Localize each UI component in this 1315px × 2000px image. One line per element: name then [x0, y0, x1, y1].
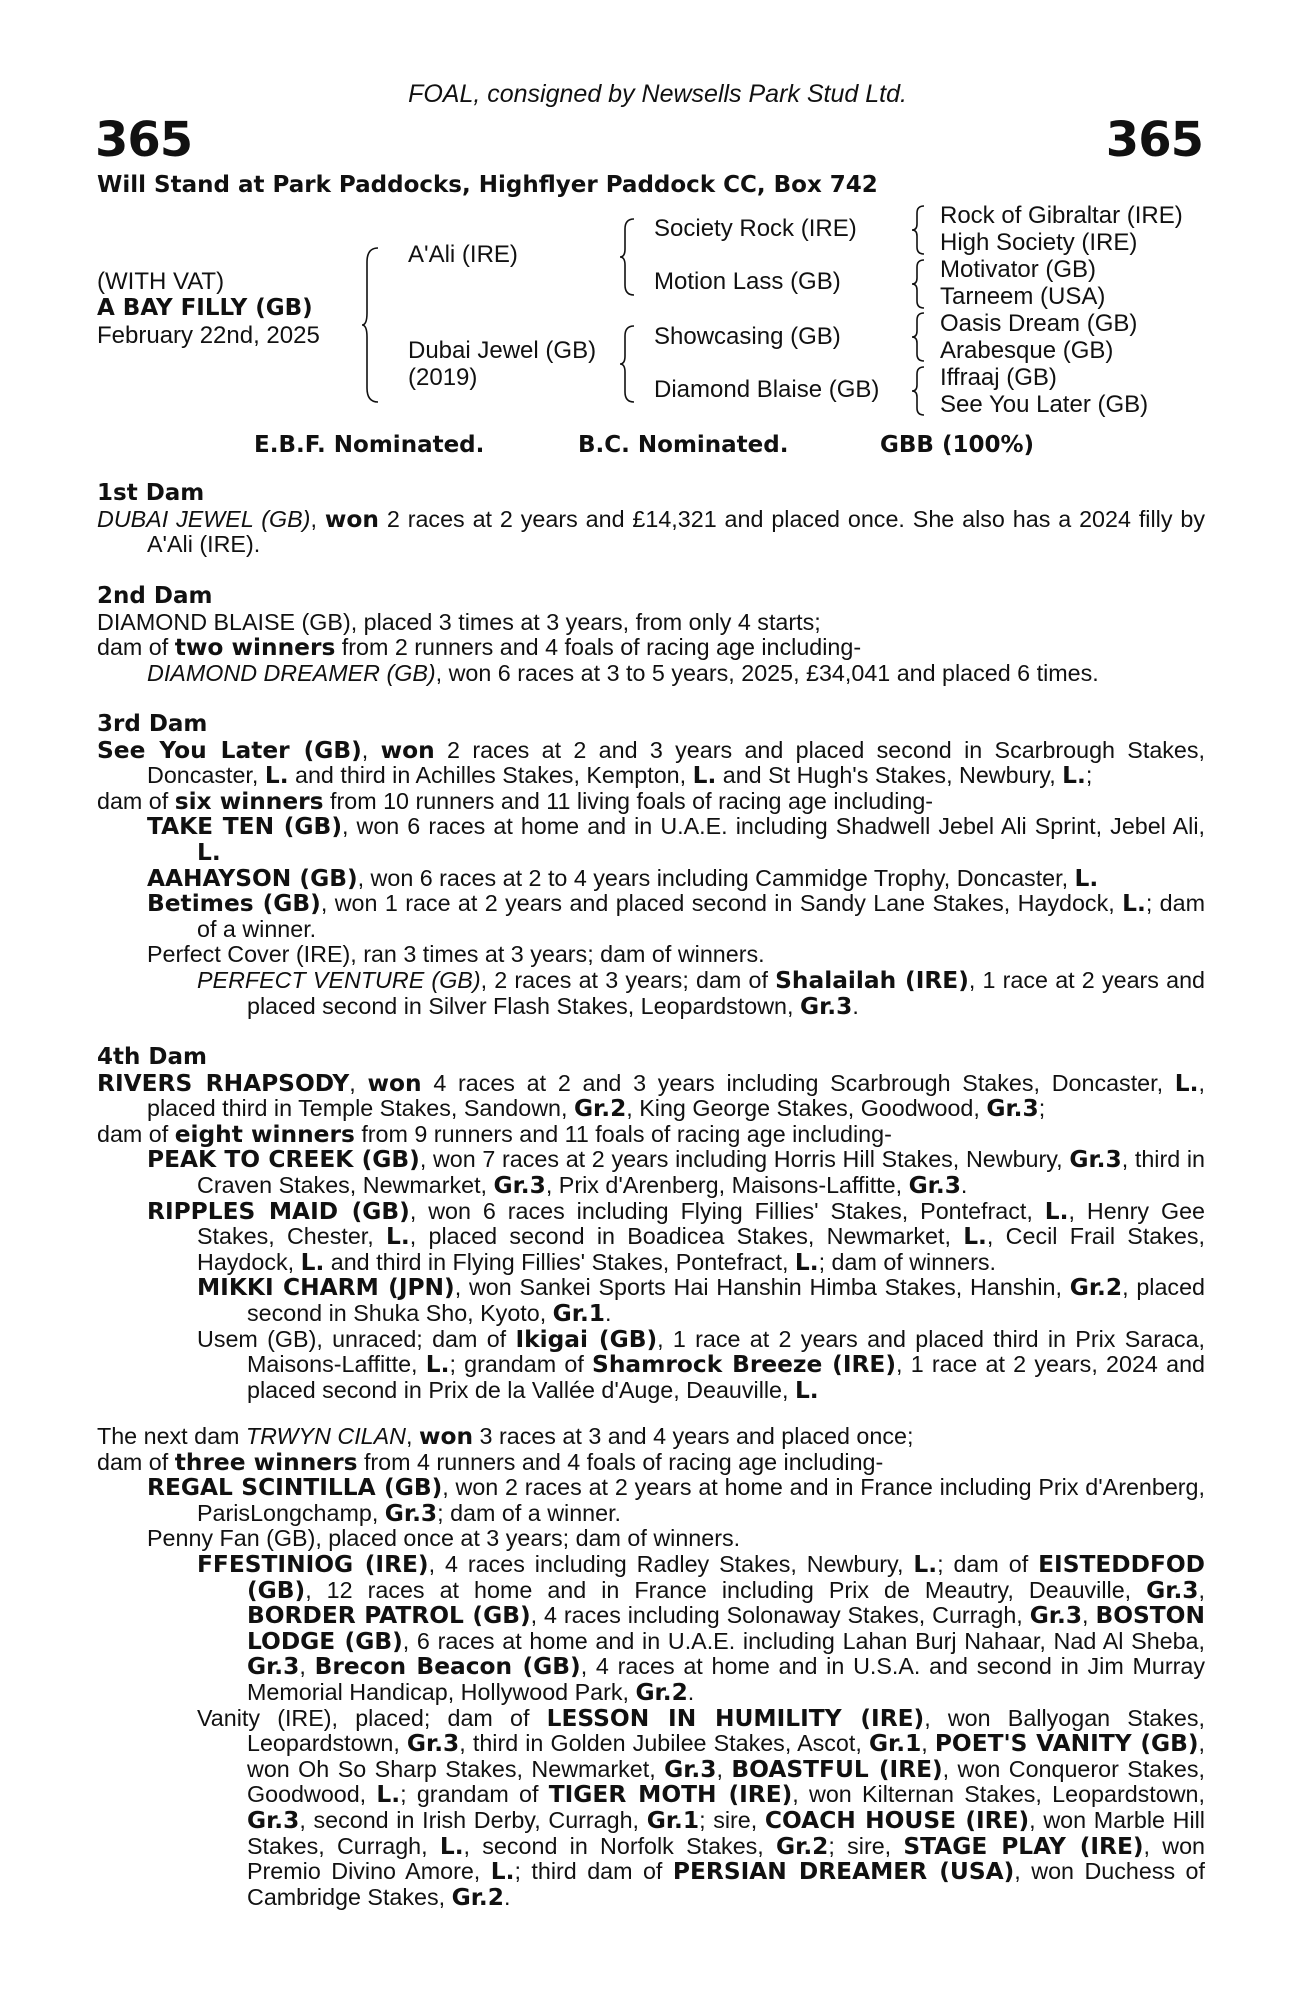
text: dam of — [97, 1120, 175, 1147]
text: , King George Stakes, Goodwood, — [626, 1095, 987, 1122]
grade: Gr.3 — [799, 992, 853, 1020]
subject-dob: February 22nd, 2025 — [97, 322, 320, 349]
lot-number-left: 365 — [95, 112, 193, 168]
grade: L. — [386, 1223, 410, 1251]
text: ; — [1085, 762, 1093, 789]
text: 3 races at 3 and 4 years and placed once; — [473, 1423, 914, 1449]
text: Usem (GB), unraced; dam of — [197, 1325, 516, 1352]
winners-count: eight winners — [174, 1120, 355, 1148]
first-dam-record: DUBAI JEWEL (GB), won 2 races at 2 years and £14,321 and placed once. She also has a 2024 filly by A'Ali (IRE). — [97, 505, 1205, 558]
progeny-entry — [97, 661, 1205, 687]
text: , third in Golden Jubilee Stakes, Ascot, — [459, 1730, 869, 1757]
progeny-name: BOSTON LODGE (GB) — [247, 1602, 1205, 1655]
dam-year: (2019) — [408, 364, 478, 391]
progeny-name: RIPPLES MAID (GB) — [147, 1197, 410, 1225]
text: , 1 race at 2 years, 2024 and placed second in Prix de la Vallée d'Auge, Deauville, — [247, 1351, 1205, 1403]
progeny-name: PERSIAN DREAMER (USA) — [672, 1858, 1015, 1886]
text: ; dam of a winner. — [437, 1499, 622, 1526]
dam-dam-sire: Iffraaj (GB) — [940, 364, 1057, 391]
text: from 2 runners and 4 foals of racing age including- — [335, 634, 862, 661]
vat-note: (WITH VAT) — [97, 268, 225, 295]
grade: L. — [963, 1223, 987, 1251]
fourth-dam-section — [97, 1045, 1205, 1403]
grade: Gr.3 — [1029, 1602, 1083, 1630]
text: and St Hugh's Stakes, Newbury, — [716, 762, 1063, 789]
fourth-dam-produce — [97, 1122, 1205, 1148]
text: ; sire, — [699, 1806, 765, 1833]
text: , — [1198, 1576, 1205, 1603]
progeny-name: LESSON IN HUMILITY (IRE) — [546, 1704, 925, 1732]
text: from 10 runners and 11 living foals of racing age including- — [323, 787, 934, 814]
text: dam of — [97, 1448, 175, 1475]
grade: Gr.3 — [986, 1095, 1039, 1123]
text: . — [852, 992, 859, 1019]
grade: L. — [300, 1248, 325, 1276]
text: , 2 races at 3 years; dam of — [480, 966, 776, 993]
text: ; dam of winners. — [818, 1248, 996, 1275]
text: , placed second in Boadicea Stakes, Newmarket, — [409, 1223, 964, 1250]
grade: Gr.3 — [1146, 1576, 1199, 1604]
text: , won 7 races at 2 years including Horris Hill Stakes, Newbury, — [419, 1146, 1070, 1173]
second-dam-section — [97, 584, 1205, 686]
next-dam-section — [97, 1424, 1205, 1910]
progeny-entry — [97, 1475, 1205, 1526]
grade: Gr.3 — [908, 1171, 961, 1199]
progeny-entry: Perfect Cover (IRE), ran 3 times at 3 years; dam of winners. — [147, 941, 765, 968]
progeny-name: Shalailah (IRE) — [775, 966, 969, 994]
dam-dam-dam: See You Later (GB) — [940, 391, 1149, 418]
grade: L. — [1044, 1197, 1069, 1225]
text: from 4 runners and 4 foals of racing age including- — [357, 1448, 884, 1475]
text: Vanity (IRE), placed; dam of — [197, 1704, 547, 1731]
progeny-name: PEAK TO CREEK (GB) — [147, 1146, 420, 1174]
text: ; sire, — [828, 1832, 904, 1859]
sire-dam: Motion Lass (GB) — [654, 268, 841, 295]
progeny-entry — [97, 1706, 1205, 1911]
text: , — [716, 1755, 732, 1782]
grade: L. — [913, 1550, 938, 1578]
won-label: won — [380, 736, 435, 764]
won-label: won — [418, 1423, 474, 1450]
text: , won 1 race at 2 years and placed second in Sandy Lane Stakes, Haydock, — [320, 890, 1123, 917]
progeny-name: BOASTFUL (IRE) — [731, 1755, 943, 1783]
dam-sire-sire: Oasis Dream (GB) — [940, 310, 1138, 337]
progeny-name: POET'S VANITY (GB) — [934, 1730, 1199, 1758]
progeny-entry: Penny Fan (GB), placed once at 3 years; dam of winners. — [147, 1525, 741, 1552]
grade: Gr.1 — [868, 1730, 922, 1758]
progeny-name: FFESTINIOG (IRE) — [197, 1550, 429, 1578]
dam-sire-dam: Arabesque (GB) — [940, 337, 1114, 364]
text: , — [299, 1653, 315, 1680]
text: , won Sankei Sports Hai Hanshin Himba Stakes, Hanshin, — [454, 1274, 1070, 1301]
text: and third in Flying Fillies' Stakes, Pontefract, — [324, 1248, 795, 1275]
dam-name: DUBAI JEWEL (GB) — [97, 505, 311, 532]
text: , won Kilternan Stakes, Leopardstown, — [792, 1781, 1205, 1808]
text: , won Marble Hill Stakes, Curragh, — [247, 1806, 1205, 1859]
text: . — [605, 1299, 612, 1326]
text: , 6 races at home and in U.A.E. including Lahan Burj Nahaar, Nad Al Sheba, — [402, 1627, 1205, 1654]
grade: Gr.3 — [406, 1730, 460, 1758]
progeny-name: TIGER MOTH (IRE) — [548, 1781, 793, 1809]
grade: Gr.2 — [635, 1678, 688, 1706]
brace-sd — [912, 258, 926, 310]
text: 4 races at 2 and 3 years including Scarbrough Stakes, Doncaster, — [421, 1069, 1175, 1096]
second-dam-produce — [97, 635, 1205, 661]
dam-dam: Diamond Blaise (GB) — [654, 376, 880, 403]
text: , Cecil Frail Stakes, Haydock, — [197, 1223, 1205, 1275]
grade: Gr.1 — [646, 1806, 700, 1834]
text: , 1 race at 2 years and placed third in Prix Saraca, Maisons-Laffitte, — [247, 1325, 1205, 1378]
sire-sire: Society Rock (IRE) — [654, 215, 857, 242]
text: , Prix d'Arenberg, Maisons-Laffitte, — [545, 1171, 909, 1198]
grade: L. — [1074, 864, 1099, 892]
sire-dam-dam: Tarneem (USA) — [940, 283, 1106, 310]
text: , won 2 races at 2 years at home and in France including Prix d'Arenberg, ParisLongchamp, — [197, 1474, 1205, 1526]
next-dam-produce — [97, 1450, 1205, 1476]
progeny-entry — [97, 1199, 1205, 1276]
progeny-name: Betimes (GB) — [147, 890, 321, 918]
winners-count: three winners — [174, 1448, 358, 1476]
grade: L. — [264, 762, 289, 790]
text: and third in Achilles Stakes, Kempton, — [288, 762, 693, 789]
sire-dam-sire: Motivator (GB) — [940, 256, 1097, 283]
text: , won Oh So Sharp Stakes, Newmarket, — [247, 1730, 1205, 1782]
grade: L. — [197, 838, 221, 866]
progeny-name: Brecon Beacon (GB) — [314, 1653, 581, 1681]
progeny-name: EISTEDDFOD (GB) — [247, 1550, 1206, 1604]
grade: Gr.3 — [247, 1653, 300, 1681]
progeny-entry — [97, 1275, 1205, 1326]
grade: L. — [692, 762, 717, 790]
progeny-entry — [97, 968, 1205, 1019]
text: , won 6 races at 3 to 5 years, 2025, £34,041 and placed 6 times. — [435, 659, 1099, 686]
brace-ss — [912, 204, 926, 256]
grade: Gr.3 — [384, 1499, 438, 1527]
progeny-name: Shamrock Breeze (IRE) — [592, 1351, 896, 1379]
text: 2 races at 2 and 3 years and placed second in Scarbrough Stakes, Doncaster, — [147, 736, 1206, 789]
third-dam-record: See You Later (GB), won 2 races at 2 and 3 years and placed second in Scarbrough Stakes, Doncaster, L. and third in Achilles Stakes, Kempton, L. and St Hugh's Stakes, Newbury, L.; — [97, 736, 1206, 790]
grade: Gr.2 — [776, 1832, 829, 1860]
text: , 1 race at 2 years and placed second in Silver Flash Stakes, Leopardstown, — [247, 966, 1205, 1019]
section-title: 4th Dam — [97, 1044, 207, 1070]
consignor-line: FOAL, consigned by Newsells Park Stud Ltd. — [408, 80, 907, 108]
text: , placed second in Shuka Sho, Kyoto, — [247, 1274, 1205, 1326]
text: , won Ballyogan Stakes, Leopardstown, — [247, 1704, 1205, 1757]
text: , second in Norfolk Stakes, — [463, 1832, 777, 1859]
progeny-entry — [97, 866, 1205, 892]
first-dam-section — [97, 481, 1205, 558]
dam-name: Dubai Jewel (GB) — [408, 337, 597, 364]
progeny-name: STAGE PLAY (IRE) — [903, 1832, 1144, 1860]
fourth-dam-record: RIVERS RHAPSODY, won 4 races at 2 and 3 years including Scarbrough Stakes, Doncaster, L., placed third in Temple Stakes, Sandown, Gr.2, King George Stakes, Goodwood, Gr.3; — [97, 1069, 1205, 1123]
progeny-name: BORDER PATROL (GB) — [247, 1602, 531, 1630]
text: ; grandam of — [449, 1351, 593, 1378]
text: , won Conqueror Stakes, Goodwood, — [247, 1755, 1205, 1808]
lot-number-right: 365 — [1105, 112, 1203, 168]
progeny-name: REGAL SCINTILLA (GB) — [147, 1474, 443, 1502]
progeny-name: DIAMOND DREAMER (GB) — [147, 659, 436, 686]
grade: L. — [794, 1248, 819, 1276]
won-label: won — [324, 505, 379, 533]
brace-sire — [620, 217, 636, 297]
progeny-name: MIKKI CHARM (JPN) — [197, 1274, 455, 1302]
brace-dam — [620, 324, 636, 404]
text: , second in Irish Derby, Curragh, — [299, 1806, 647, 1833]
text: , won 6 races including Flying Fillies' Stakes, Pontefract, — [409, 1197, 1045, 1224]
grade: Gr.3 — [493, 1171, 546, 1199]
text: dam of — [97, 787, 175, 814]
sire-sire-dam: High Society (IRE) — [940, 229, 1138, 256]
grade: Gr.3 — [1069, 1146, 1122, 1174]
text: , won 6 races at 2 to 4 years including Cammidge Trophy, Doncaster, — [357, 864, 1075, 891]
brace-subject — [362, 246, 380, 404]
section-title: 2nd Dam — [97, 583, 213, 609]
text: , 4 races including Solonaway Stakes, Curragh, — [530, 1602, 1030, 1629]
grade: Gr.3 — [247, 1806, 300, 1834]
text: , — [1082, 1602, 1096, 1629]
second-dam-record: DIAMOND BLAISE (GB), placed 3 times at 3 years, from only 4 starts; — [97, 608, 821, 635]
grade: L. — [490, 1858, 515, 1886]
text: , — [921, 1730, 935, 1757]
section-title: 1st Dam — [97, 480, 205, 506]
text: ; dam of — [937, 1550, 1039, 1577]
text: . — [960, 1171, 968, 1198]
grade: L. — [376, 1781, 401, 1809]
progeny-name: AAHAYSON (GB) — [147, 864, 358, 892]
dam-sire: Showcasing (GB) — [654, 323, 841, 350]
text: ; third dam of — [514, 1858, 673, 1885]
third-dam-produce — [97, 789, 1205, 815]
next-dam-record — [97, 1424, 1205, 1450]
brace-ds — [912, 311, 926, 363]
text: dam of — [97, 634, 175, 661]
text: , — [406, 1423, 419, 1449]
gbb-status: GBB (100%) — [880, 432, 1035, 458]
progeny-entry — [97, 1147, 1205, 1198]
bc-nomination: B.C. Nominated. — [578, 432, 789, 458]
sire-sire-sire: Rock of Gibraltar (IRE) — [940, 202, 1183, 229]
dam-name: See You Later (GB) — [97, 736, 362, 764]
progeny-name: COACH HOUSE (IRE) — [764, 1806, 1030, 1834]
text: , 4 races including Radley Stakes, Newbury, — [428, 1550, 914, 1577]
progeny-entry — [97, 1327, 1205, 1404]
progeny-entry — [97, 814, 1205, 865]
grade: L. — [425, 1351, 450, 1379]
grade: L. — [1122, 890, 1146, 918]
progeny-name: PERFECT VENTURE (GB) — [197, 966, 481, 993]
text: , 4 races at home and in U.S.A. and second in Jim Murray Memorial Handicap, Hollywood Park, — [247, 1653, 1205, 1705]
subject-name: A BAY FILLY (GB) — [97, 295, 313, 321]
ebf-nomination: E.B.F. Nominated. — [254, 432, 485, 458]
grade: L. — [1174, 1069, 1199, 1097]
grade: Gr.3 — [664, 1755, 717, 1783]
grade: L. — [1062, 762, 1086, 790]
grade: L. — [439, 1832, 464, 1860]
dam-name: TRWYN CILAN — [245, 1423, 406, 1449]
winners-count: six winners — [174, 787, 324, 815]
progeny-entry — [97, 891, 1205, 942]
grade: Gr.1 — [552, 1299, 606, 1327]
winners-count: two winners — [174, 634, 336, 662]
grade: Gr.2 — [573, 1095, 627, 1123]
text: , won Premio Divino Amore, — [247, 1832, 1205, 1885]
record-text: 2 races at 2 years and £14,321 and placed once. She also has a 2024 filly by A'Ali (IRE). — [147, 505, 1205, 558]
progeny-name: TAKE TEN (GB) — [147, 813, 342, 841]
text: , won Duchess of Cambridge Stakes, — [247, 1858, 1205, 1910]
progeny-name: Ikigai (GB) — [515, 1325, 658, 1353]
text: , Henry Gee Stakes, Chester, — [197, 1197, 1205, 1250]
text: from 9 runners and 11 foals of racing age including- — [354, 1120, 892, 1147]
text: ; grandam of — [400, 1781, 549, 1808]
text: . — [503, 1883, 511, 1910]
dam-name: RIVERS RHAPSODY — [97, 1069, 350, 1097]
text: . — [687, 1678, 695, 1705]
grade: Gr.2 — [451, 1883, 504, 1911]
progeny-entry — [97, 1552, 1205, 1706]
text: ; — [1038, 1095, 1046, 1122]
sire-name: A'Ali (IRE) — [408, 241, 518, 268]
brace-dd — [912, 365, 926, 417]
text: , 12 races at home and in France including Prix de Meautry, Deauville, — [305, 1576, 1147, 1603]
won-label: won — [367, 1069, 422, 1097]
grade: Gr.2 — [1069, 1274, 1123, 1302]
stand-location: Will Stand at Park Paddocks, Highflyer Paddock CC, Box 742 — [97, 172, 878, 198]
grade: L. — [794, 1376, 819, 1404]
third-dam-section — [97, 712, 1205, 1019]
section-title: 3rd Dam — [97, 711, 208, 737]
text: , won 6 races at home and in U.A.E. including Shadwell Jebel Ali Sprint, Jebel Ali, — [341, 813, 1206, 840]
text: , placed third in Temple Stakes, Sandown, — [147, 1069, 1205, 1122]
text: The next dam — [97, 1423, 246, 1449]
text: ; dam of a winner. — [197, 890, 1206, 942]
text: , third in Craven Stakes, Newmarket, — [197, 1146, 1205, 1198]
